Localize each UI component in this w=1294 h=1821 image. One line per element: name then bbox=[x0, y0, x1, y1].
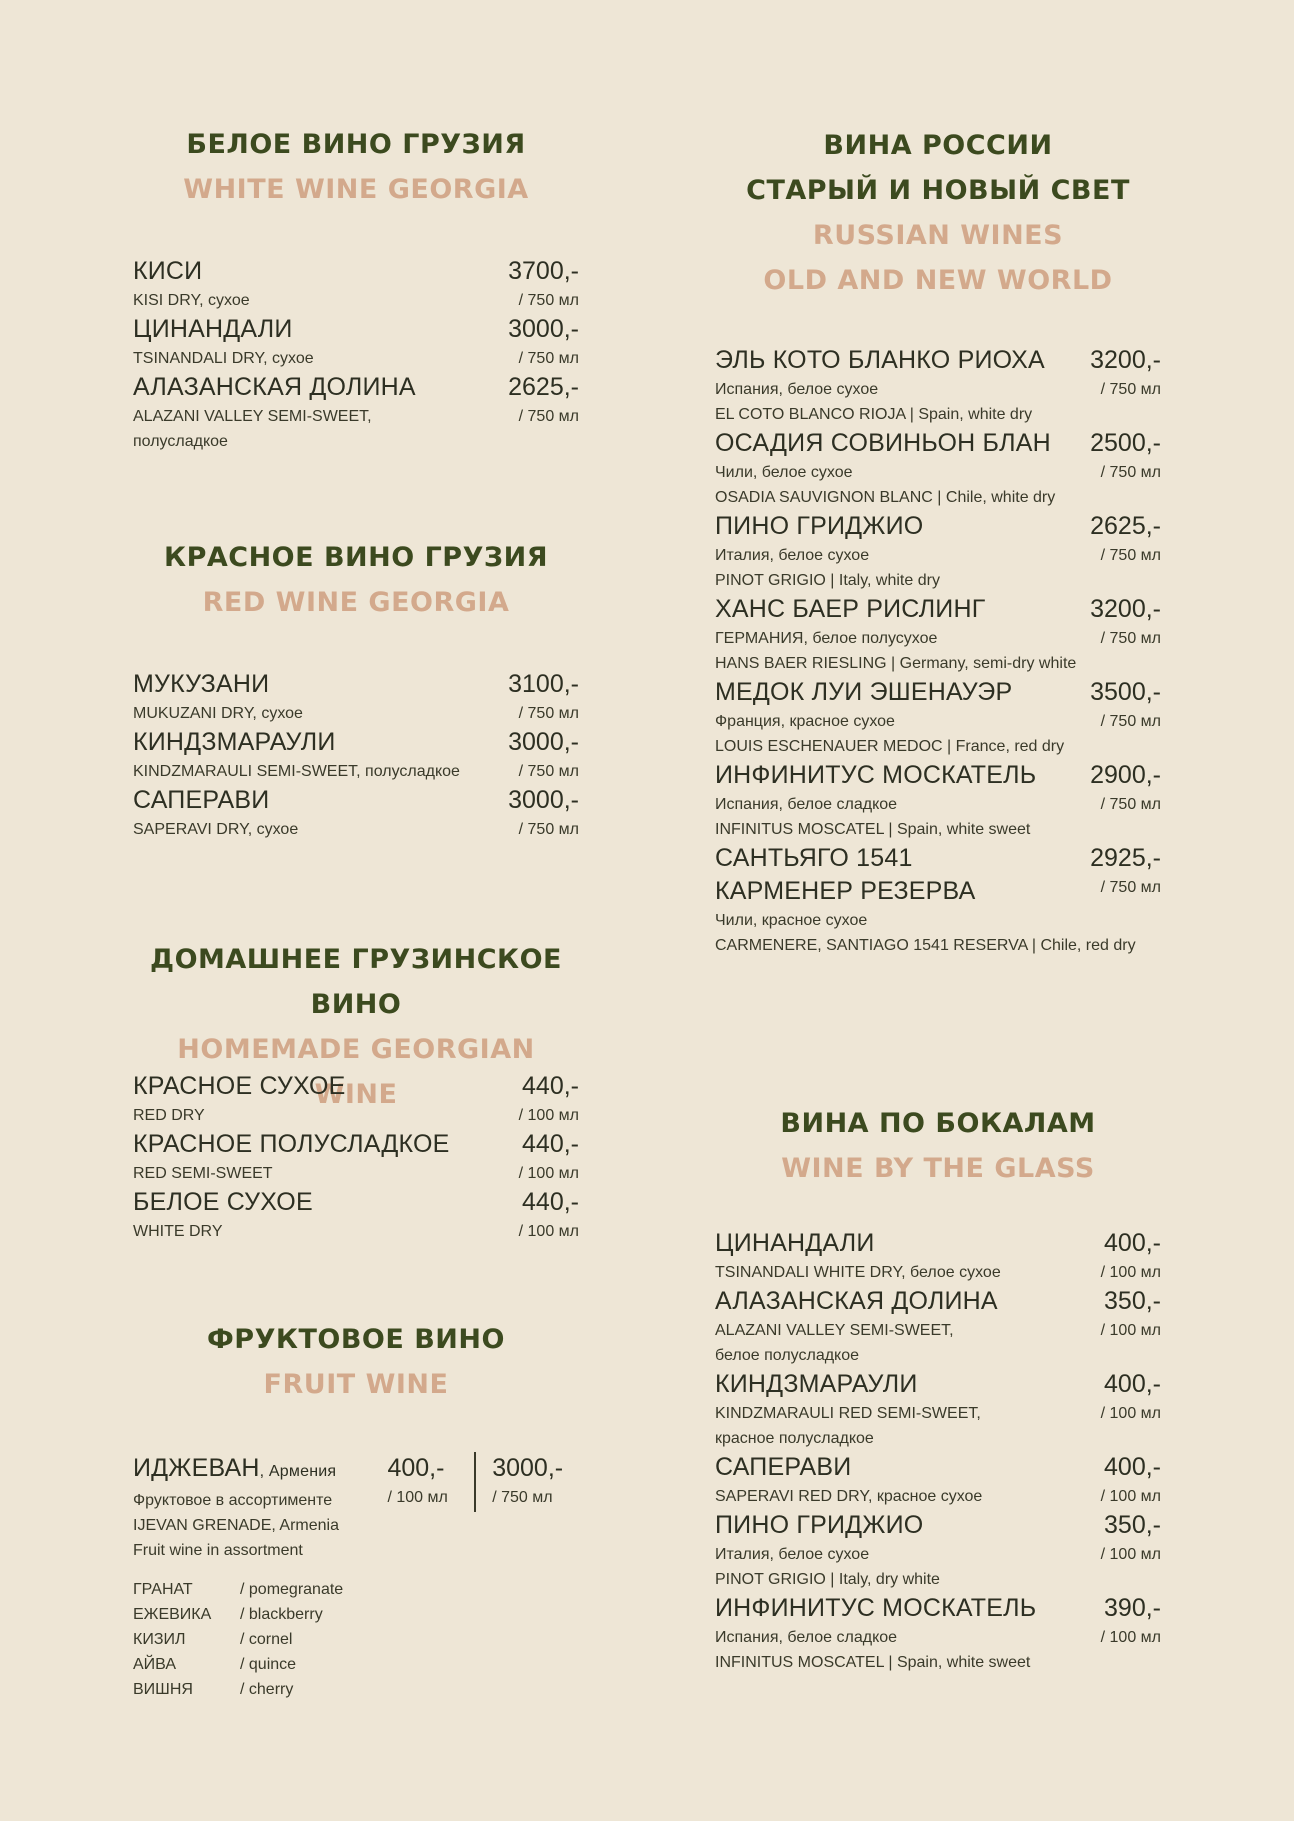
item-volume: / 750 мл bbox=[1100, 879, 1161, 896]
section-title-ru: ВИНА ПО БОКАЛАМ bbox=[780, 1108, 1096, 1139]
item-desc: RED SEMI-SWEET bbox=[133, 1165, 273, 1182]
flavor-ru: ВИШНЯ bbox=[133, 1681, 193, 1698]
section-title-ru: БЕЛОЕ ВИНО ГРУЗИЯ bbox=[186, 129, 526, 160]
menu-item bbox=[715, 510, 1161, 593]
flavor-en: / cherry bbox=[240, 1681, 294, 1698]
item-name: МЕДОК ЛУИ ЭШЕНАУЭР bbox=[715, 678, 1013, 706]
section-title-ru: ФРУКТОВОЕ ВИНО bbox=[207, 1324, 505, 1355]
flavor-en: / cornel bbox=[240, 1631, 293, 1648]
section-title-ru: ДОМАШНЕЕ ГРУЗИНСКОЕ ВИНО bbox=[150, 944, 562, 1020]
section-wine-by-glass bbox=[715, 1101, 1161, 1191]
item-price: 400,- bbox=[1104, 1370, 1161, 1398]
item-price: 3200,- bbox=[1090, 595, 1161, 623]
item-price: 350,- bbox=[1104, 1287, 1161, 1315]
item-desc: RED DRY bbox=[133, 1107, 205, 1124]
item-volume: / 100 мл bbox=[1100, 1322, 1161, 1339]
item-name: ИДЖЕВАН bbox=[133, 1454, 260, 1482]
wine-by-glass-list bbox=[715, 1227, 1161, 1675]
menu-item bbox=[133, 668, 579, 726]
item-name: САПЕРАВИ bbox=[715, 1453, 852, 1481]
section-subtitle-en: OLD AND NEW WORLD bbox=[763, 265, 1113, 296]
section-title-en: WHITE WINE GEORGIA bbox=[183, 174, 529, 205]
item-volume: / 750 мл bbox=[1100, 796, 1161, 813]
item-price: 440,- bbox=[522, 1072, 579, 1100]
item-desc: Чили, белое сухое bbox=[715, 464, 853, 481]
flavor-item bbox=[133, 1652, 579, 1677]
section-white-wine-georgia bbox=[133, 122, 579, 212]
item-name: ЭЛЬ КОТО БЛАНКО РИОХА bbox=[715, 346, 1045, 374]
flavor-ru: ГРАНАТ bbox=[133, 1581, 193, 1598]
homemade-wine-list bbox=[133, 1070, 579, 1244]
item-price: 3700,- bbox=[508, 257, 579, 285]
item-desc-2: INFINITUS MOSCATEL | Spain, white sweet bbox=[715, 1654, 1031, 1671]
menu-item bbox=[715, 676, 1161, 759]
menu-item bbox=[715, 1509, 1161, 1592]
section-title-en: HOMEMADE GEORGIAN WINE bbox=[177, 1034, 535, 1110]
item-desc: WHITE DRY bbox=[133, 1223, 223, 1240]
item-name: ОСАДИЯ СОВИНЬОН БЛАН bbox=[715, 429, 1051, 457]
item-name: АЛАЗАНСКАЯ ДОЛИНА bbox=[133, 373, 416, 401]
item-desc-2: LOUIS ESCHENAUER MEDOC | France, red dry bbox=[715, 738, 1065, 755]
item-volume: / 100 мл bbox=[1100, 1405, 1161, 1422]
item-desc: Италия, белое сухое bbox=[715, 1546, 870, 1563]
item-volume: / 750 мл bbox=[518, 763, 579, 780]
menu-item bbox=[715, 593, 1161, 676]
item-desc: KINDZMARAULI SEMI-SWEET, полусладкое bbox=[133, 763, 460, 780]
item-volume: / 750 мл bbox=[1100, 464, 1161, 481]
menu-item bbox=[715, 759, 1161, 842]
menu-item bbox=[715, 1451, 1161, 1509]
item-desc-2: INFINITUS MOSCATEL | Spain, white sweet bbox=[715, 821, 1031, 838]
item-volume: / 100 мл bbox=[518, 1223, 579, 1240]
russian-wines-list bbox=[715, 344, 1161, 958]
flavor-list bbox=[133, 1577, 579, 1702]
item-desc: SAPERAVI DRY, сухое bbox=[133, 821, 299, 838]
item-desc: Франция, красное сухое bbox=[715, 713, 895, 730]
item-volume: / 750 мл bbox=[1100, 630, 1161, 647]
menu-item bbox=[715, 344, 1161, 427]
item-desc: KINDZMARAULI RED SEMI-SWEET, bbox=[715, 1405, 981, 1422]
item-price: 3000,- bbox=[508, 786, 579, 814]
section-title-ru: КРАСНОЕ ВИНО ГРУЗИЯ bbox=[164, 542, 548, 573]
flavor-ru: КИЗИЛ bbox=[133, 1631, 186, 1648]
item-price: 2625,- bbox=[508, 373, 579, 401]
item-desc: KISI DRY, сухое bbox=[133, 292, 250, 309]
item-price: 3200,- bbox=[1090, 346, 1161, 374]
item-volume: / 100 мл bbox=[1100, 1546, 1161, 1563]
item-desc-2: полусладкое bbox=[133, 433, 228, 450]
fruit-wine-info bbox=[133, 1452, 387, 1563]
item-name: ИНФИНИТУС МОСКАТЕЛЬ bbox=[715, 761, 1037, 789]
menu-item bbox=[133, 784, 579, 842]
item-price: 2625,- bbox=[1090, 512, 1161, 540]
section-title-en: RUSSIAN WINES bbox=[812, 220, 1064, 251]
menu-item bbox=[133, 726, 579, 784]
price-glass bbox=[387, 1452, 474, 1563]
item-name: ЦИНАНДАЛИ bbox=[133, 315, 293, 343]
item-desc: ALAZANI VALLEY SEMI-SWEET, bbox=[715, 1322, 954, 1339]
item-price: 2925,- bbox=[1090, 844, 1161, 872]
flavor-en: / quince bbox=[240, 1656, 297, 1673]
item-volume: / 750 мл bbox=[1100, 713, 1161, 730]
item-name: КИНДЗМАРАУЛИ bbox=[715, 1370, 918, 1398]
price-divider bbox=[474, 1452, 476, 1512]
item-name: САПЕРАВИ bbox=[133, 786, 270, 814]
item-desc-3: Fruit wine in assortment bbox=[133, 1542, 303, 1559]
item-name: ПИНО ГРИДЖИО bbox=[715, 1511, 924, 1539]
menu-item bbox=[133, 1186, 579, 1244]
flavor-item bbox=[133, 1677, 579, 1702]
menu-item bbox=[715, 1285, 1161, 1368]
item-volume: / 750 мл bbox=[518, 350, 579, 367]
section-fruit-wine bbox=[133, 1317, 579, 1407]
section-russian-wines bbox=[715, 123, 1161, 303]
item-volume: / 750 мл bbox=[518, 821, 579, 838]
item-price: 2900,- bbox=[1090, 761, 1161, 789]
item-price: 400,- bbox=[387, 1454, 445, 1482]
menu-item bbox=[715, 1592, 1161, 1675]
item-price: 3000,- bbox=[508, 728, 579, 756]
item-desc-2: красное полусладкое bbox=[715, 1430, 874, 1447]
item-volume: / 100 мл bbox=[518, 1107, 579, 1124]
item-volume: / 750 мл bbox=[518, 408, 579, 425]
item-desc: Италия, белое сухое bbox=[715, 547, 870, 564]
item-name-2: КАРМЕНЕР РЕЗЕРВА bbox=[715, 877, 976, 905]
section-title-en: RED WINE GEORGIA bbox=[202, 587, 510, 618]
item-desc: TSINANDALI WHITE DRY, белое сухое bbox=[715, 1264, 1001, 1281]
item-price: 400,- bbox=[1104, 1453, 1161, 1481]
item-desc: Испания, белое сладкое bbox=[715, 796, 898, 813]
menu-item bbox=[715, 1227, 1161, 1285]
item-price: 3000,- bbox=[508, 315, 579, 343]
item-desc: TSINANDALI DRY, сухое bbox=[133, 350, 314, 367]
flavor-item bbox=[133, 1627, 579, 1652]
item-desc: Испания, белое сухое bbox=[715, 381, 879, 398]
item-name: БЕЛОЕ СУХОЕ bbox=[133, 1188, 313, 1216]
item-desc: Фруктовое в ассортименте bbox=[133, 1492, 333, 1509]
item-volume: / 100 мл bbox=[1100, 1629, 1161, 1646]
item-price: 440,- bbox=[522, 1130, 579, 1158]
item-name: САНТЬЯГО 1541 bbox=[715, 844, 913, 872]
flavor-item bbox=[133, 1602, 579, 1627]
item-name: КИНДЗМАРАУЛИ bbox=[133, 728, 336, 756]
menu-item bbox=[133, 313, 579, 371]
section-title-ru: ВИНА РОССИИ bbox=[823, 130, 1053, 161]
item-volume: / 750 мл bbox=[1100, 547, 1161, 564]
item-volume: / 750 мл bbox=[1100, 381, 1161, 398]
item-volume: / 100 мл bbox=[1100, 1264, 1161, 1281]
item-name: КИСИ bbox=[133, 257, 203, 285]
item-origin: , Армения bbox=[259, 1463, 337, 1480]
item-volume: / 100 мл bbox=[518, 1165, 579, 1182]
item-desc-2: HANS BAER RIESLING | Germany, semi-dry white bbox=[715, 655, 1077, 672]
item-desc: ALAZANI VALLEY SEMI-SWEET, bbox=[133, 408, 372, 425]
white-wine-georgia-list bbox=[133, 255, 579, 454]
menu-item bbox=[133, 1128, 579, 1186]
item-desc-2: EL COTO BLANCO RIOJA | Spain, white dry bbox=[715, 406, 1033, 423]
item-volume: / 750 мл bbox=[492, 1489, 553, 1506]
item-desc-2: OSADIA SAUVIGNON BLANC | Chile, white dry bbox=[715, 489, 1056, 506]
item-name: ИНФИНИТУС МОСКАТЕЛЬ bbox=[715, 1594, 1037, 1622]
menu-item bbox=[715, 1368, 1161, 1451]
flavor-ru: АЙВА bbox=[133, 1656, 176, 1673]
item-price: 3500,- bbox=[1090, 678, 1161, 706]
item-desc-2: PINOT GRIGIO | Italy, dry white bbox=[715, 1571, 940, 1588]
item-volume: / 100 мл bbox=[387, 1489, 448, 1506]
item-desc-2: CARMENERE, SANTIAGO 1541 RESERVA | Chile, red dry bbox=[715, 937, 1136, 954]
item-desc: ГЕРМАНИЯ, белое полусухое bbox=[715, 630, 938, 647]
item-price: 390,- bbox=[1104, 1594, 1161, 1622]
item-volume: / 750 мл bbox=[518, 705, 579, 722]
section-title-en: WINE BY THE GLASS bbox=[781, 1153, 1095, 1184]
item-volume: / 100 мл bbox=[1100, 1488, 1161, 1505]
item-desc: MUKUZANI DRY, сухое bbox=[133, 705, 303, 722]
section-subtitle-ru: СТАРЫЙ И НОВЫЙ СВЕТ bbox=[746, 175, 1130, 206]
item-desc-2: IJEVAN GRENADE, Armenia bbox=[133, 1517, 339, 1534]
item-desc: Испания, белое сладкое bbox=[715, 1629, 898, 1646]
item-name: КРАСНОЕ ПОЛУСЛАДКОЕ bbox=[133, 1130, 450, 1158]
menu-item bbox=[133, 255, 579, 313]
item-name: АЛАЗАНСКАЯ ДОЛИНА bbox=[715, 1287, 998, 1315]
item-desc: SAPERAVI RED DRY, красное сухое bbox=[715, 1488, 983, 1505]
flavor-ru: ЕЖЕВИКА bbox=[133, 1606, 212, 1623]
item-price: 2500,- bbox=[1090, 429, 1161, 457]
section-title-en: FRUIT WINE bbox=[263, 1369, 449, 1400]
item-price: 3100,- bbox=[508, 670, 579, 698]
item-desc: Чили, красное сухое bbox=[715, 912, 868, 929]
flavor-item bbox=[133, 1577, 579, 1602]
price-bottle bbox=[492, 1452, 579, 1563]
item-name: ХАНС БАЕР РИСЛИНГ bbox=[715, 595, 986, 623]
menu-item bbox=[133, 1070, 579, 1128]
item-name: ПИНО ГРИДЖИО bbox=[715, 512, 924, 540]
section-red-wine-georgia bbox=[133, 535, 579, 625]
item-price: 400,- bbox=[1104, 1229, 1161, 1257]
menu-item bbox=[715, 842, 1161, 958]
item-desc-2: белое полусладкое bbox=[715, 1347, 860, 1364]
fruit-wine-block bbox=[133, 1452, 579, 1702]
item-price: 350,- bbox=[1104, 1511, 1161, 1539]
flavor-en: / blackberry bbox=[240, 1606, 323, 1623]
flavor-en: / pomegranate bbox=[240, 1581, 344, 1598]
menu-item bbox=[715, 427, 1161, 510]
item-volume: / 750 мл bbox=[518, 292, 579, 309]
item-name: МУКУЗАНИ bbox=[133, 670, 270, 698]
item-name: КРАСНОЕ СУХОЕ bbox=[133, 1072, 346, 1100]
item-name: ЦИНАНДАЛИ bbox=[715, 1229, 875, 1257]
menu-item bbox=[133, 371, 579, 454]
item-price: 3000,- bbox=[492, 1454, 564, 1482]
item-desc-2: PINOT GRIGIO | Italy, white dry bbox=[715, 572, 940, 589]
red-wine-georgia-list bbox=[133, 668, 579, 842]
item-price: 440,- bbox=[522, 1188, 579, 1216]
